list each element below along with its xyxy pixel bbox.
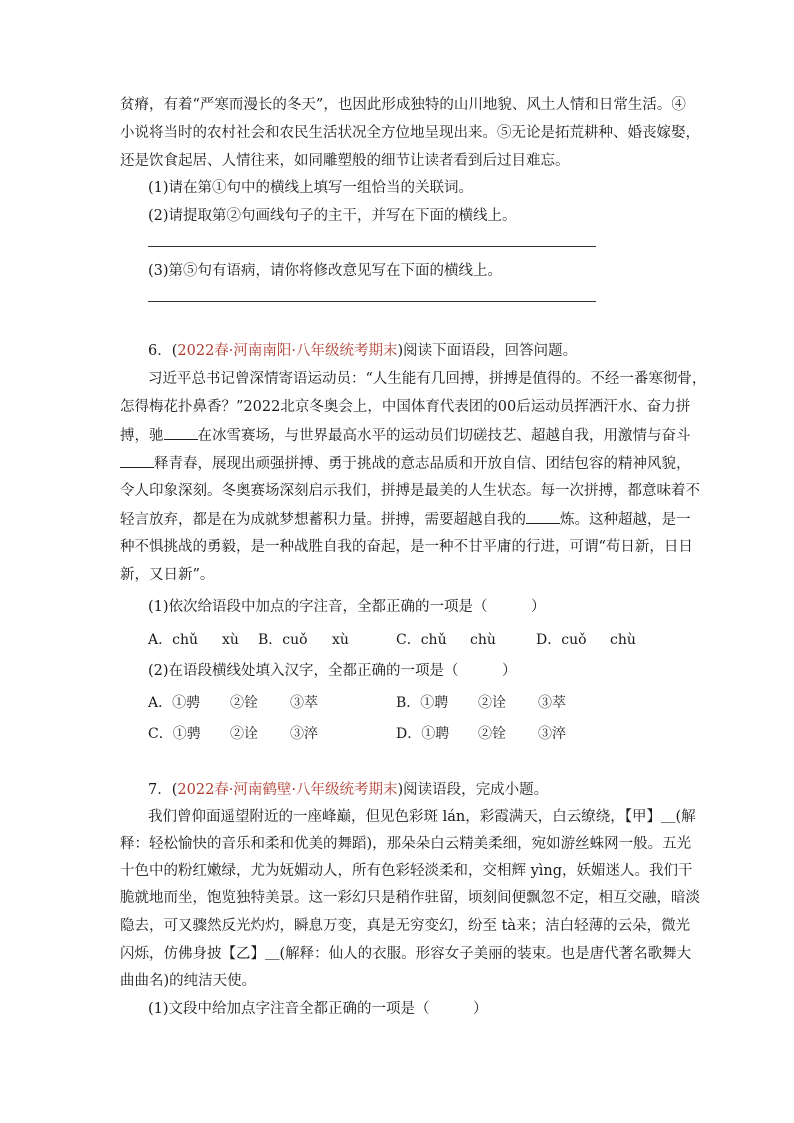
blank-3[interactable] — [526, 509, 560, 524]
option-c[interactable]: C．①骋 — [148, 726, 201, 742]
passage-line: 令人印象深刻。冬奥赛场深刻启示我们，拼搏是最美的人生状态。每一次拼搏，都意味着不 — [120, 483, 700, 499]
passage-line: 脆就地而坐，饱览独特美景。这一彩幻只是稍作驻留，顷刻间便飘忽不定，相互交融，暗淡 — [120, 890, 700, 906]
passage-line: 怎得梅花扑鼻香？”2022北京冬奥会上，中国体育代表团的00后运动员挥洒汗水、奋力拼 — [120, 399, 691, 415]
question-number: 7．( — [148, 782, 178, 798]
sub-question-7-1: (1)文段中给加点字注音全都正确的一项是（ ） — [148, 1001, 488, 1017]
passage-line — [120, 425, 691, 446]
option-a[interactable]: A．①骋 — [148, 695, 201, 711]
option-c-2: chù — [470, 632, 496, 648]
passage-line: 曲曲名)的纯洁天使。 — [120, 973, 257, 989]
blank-1[interactable] — [164, 425, 198, 440]
question-instruction: )阅读语段，完成小题。 — [397, 782, 549, 798]
question-instruction: )阅读下面语段，回答问题。 — [397, 343, 578, 359]
question-6-heading — [148, 341, 577, 361]
question-source: 2022春·河南鹤壁·八年级统考期末 — [177, 782, 398, 798]
option-d-2: ②铨 — [478, 726, 506, 742]
sub-question-6-1: (1)依次给语段中加点的字注音，全都正确的一项是（ ） — [148, 599, 546, 615]
blank-2[interactable] — [120, 453, 154, 468]
option-a-2: ②铨 — [230, 695, 258, 711]
intro-line-1: 贫瘠，有着“严寒而漫长的冬天”，也因此形成独特的山川地貌、风土人情和日常生活。④ — [120, 97, 686, 113]
sub-question-6-2: (2)在语段横线处填入汉字，全都正确的一项是（ ） — [148, 663, 517, 679]
option-c[interactable]: C．chǔ — [396, 632, 447, 648]
option-b[interactable]: B．cuǒ — [258, 632, 308, 648]
passage-text: 在冰雪赛场，与世界最高水平的运动员们切磋技艺、超越自我，用激情与奋斗 — [197, 428, 691, 444]
option-b-2: ②诠 — [478, 695, 506, 711]
passage-text: 炼。这种超越，是一 — [560, 512, 691, 528]
option-b[interactable]: B．①聘 — [396, 695, 449, 711]
option-d[interactable]: D．cuǒ — [536, 632, 587, 648]
passage-line: 我们曾仰面遥望附近的一座峰巅，但见色彩斑 lán，彩霞满天，白云缭绕，【甲】＿(解 — [148, 809, 696, 825]
question-5-1: (1)请在第①句中的横线上填写一组恰当的关联词。 — [148, 180, 474, 196]
option-a-2: xù — [222, 632, 239, 648]
option-d-3: ③淬 — [538, 726, 566, 742]
answer-line-5-3[interactable] — [148, 301, 596, 302]
answer-line-5-2[interactable] — [148, 246, 596, 247]
passage-line: 闪烁，仿佛身披【乙】＿(解释：仙人的衣服。形容女子美丽的装束。也是唐代著名歌舞大 — [120, 946, 692, 962]
question-source: 2022春·河南南阳·八年级统考期末 — [177, 343, 398, 359]
option-d[interactable]: D．①聘 — [396, 726, 450, 742]
passage-text: 搏，驰 — [120, 428, 164, 444]
option-c-3: ③淬 — [290, 726, 318, 742]
intro-line-2: 小说将当时的农村社会和农民生活状况全方位地呈现出来。⑤无论是拓荒耕种、婚丧嫁娶， — [120, 125, 700, 141]
passage-line: 新，又日新”。 — [120, 567, 215, 583]
passage-line: 种不惧挑战的勇毅，是一种战胜自我的奋起，是一种不甘平庸的行进，可谓“苟日新，日日 — [120, 539, 693, 555]
question-5-2: (2)请提取第②句画线句子的主干，并写在下面的横线上。 — [148, 208, 517, 224]
passage-line: 隐去，可又骤然反光灼灼，瞬息万变，真是无穷变幻，纷至 tà来；洁白轻薄的云朵，微光 — [120, 918, 691, 934]
question-5-3: (3)第⑤句有语病，请你将修改意见写在下面的横线上。 — [148, 263, 503, 279]
passage-line: 十色中的粉红嫩绿，尤为妩媚动人，所有色彩轻淡柔和，交相辉 yìng，妖媚迷人。我们干 — [120, 863, 693, 879]
passage-line: 习近平总书记曾深情寄语运动员：“人生能有几回搏，拼搏是值得的。不经一番寒彻骨， — [148, 371, 707, 387]
option-a[interactable]: A．chǔ — [148, 632, 198, 648]
question-7-heading — [148, 780, 548, 800]
option-a-3: ③萃 — [290, 695, 318, 711]
passage-text: 释青春，展现出顽强拼搏、勇于挑战的意志品质和开放自信、团结包容的精神风貌， — [154, 456, 691, 472]
option-b-3: ③萃 — [538, 695, 566, 711]
option-b-2: xù — [332, 632, 349, 648]
passage-line: 释：轻松愉快的音乐和柔和优美的舞蹈)，那朵朵白云精美柔细，宛如游丝蛛网一般。五光 — [120, 836, 692, 852]
intro-line-3: 还是饮食起居、人情往来，如同雕塑般的细节让读者看到后过目难忘。 — [120, 153, 570, 169]
passage-text: 轻言放弃，都是在为成就梦想蓄积力量。拼搏，需要超越自我的 — [120, 512, 526, 528]
option-c-2: ②诠 — [230, 726, 258, 742]
passage-line — [120, 509, 691, 530]
question-number: 6．( — [148, 343, 178, 359]
option-d-2: chù — [610, 632, 636, 648]
passage-line — [120, 453, 691, 474]
